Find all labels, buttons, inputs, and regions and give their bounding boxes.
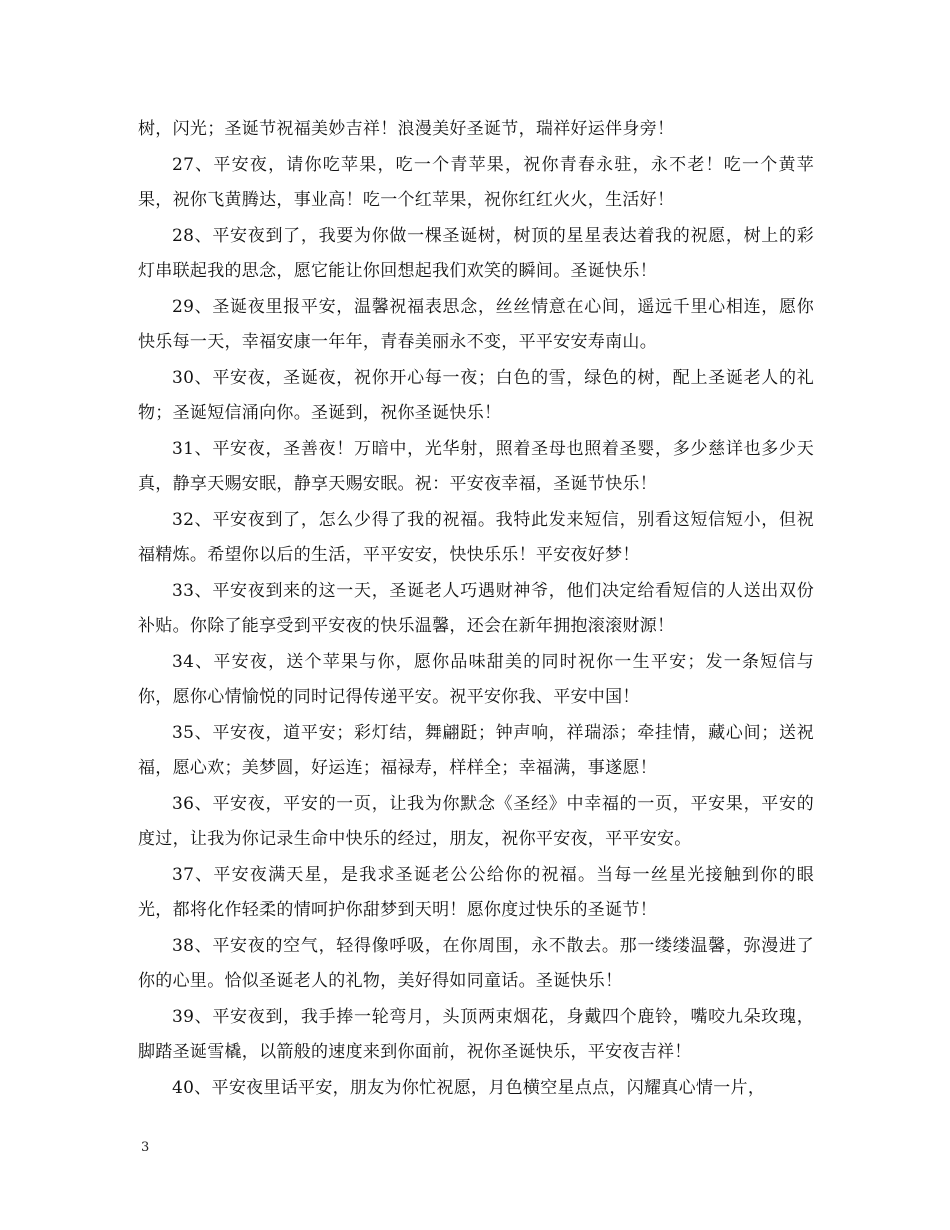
paragraph-36: 36、平安夜，平安的一页，让我为你默念《圣经》中幸福的一页，平安果，平安的度过，让我为你记录生命中快乐的经过，朋友，祝你平安夜，平平安安。 <box>138 793 814 849</box>
paragraph-39: 39、平安夜到，我手捧一轮弯月，头顶两束烟花，身戴四个鹿铃，嘴咬九朵玫瑰，脚踏圣诞雪橇，以箭般的速度来到你面前，祝你圣诞快乐，平安夜吉祥！ <box>138 1006 814 1062</box>
page-number: 3 <box>141 1140 150 1155</box>
paragraph-37: 37、平安夜满天星，是我求圣诞老公公给你的祝福。当每一丝星光接触到你的眼光，都将化作轻柔的情呵护你甜梦到天明！愿你度过快乐的圣诞节！ <box>138 864 814 920</box>
paragraph-28: 28、平安夜到了，我要为你做一棵圣诞树，树顶的星星表达着我的祝愿，树上的彩灯串联起我的思念，愿它能让你回想起我们欢笑的瞬间。圣诞快乐！ <box>138 225 814 281</box>
paragraph-30: 30、平安夜，圣诞夜，祝你开心每一夜；白色的雪，绿色的树，配上圣诞老人的礼物；圣诞短信涌向你。圣诞到，祝你圣诞快乐！ <box>138 367 814 423</box>
document-body <box>138 112 814 1106</box>
paragraph-38: 38、平安夜的空气，轻得像呼吸，在你周围，永不散去。那一缕缕温馨，弥漫进了你的心里。恰似圣诞老人的礼物，美好得如同童话。圣诞快乐！ <box>138 935 814 991</box>
paragraph-29: 29、圣诞夜里报平安，温馨祝福表思念，丝丝情意在心间，遥远千里心相连，愿你快乐每一天，幸福安康一年年，青春美丽永不变，平平安安寿南山。 <box>138 296 814 352</box>
paragraph-40: 40、平安夜里话平安，朋友为你忙祝愿，月色横空星点点，闪耀真心情一片， <box>172 1077 766 1098</box>
paragraph-35: 35、平安夜，道平安；彩灯结，舞翩跹；钟声响，祥瑞添；牵挂情，藏心间；送祝福，愿心欢；美梦圆，好运连；福禄寿，样样全；幸福满，事遂愿！ <box>138 722 814 778</box>
paragraph-27: 27、平安夜，请你吃苹果，吃一个青苹果，祝你青春永驻，永不老！吃一个黄苹果，祝你飞黄腾达，事业高！吃一个红苹果，祝你红红火火，生活好！ <box>138 154 814 210</box>
paragraph-32: 32、平安夜到了，怎么少得了我的祝福。我特此发来短信，别看这短信短小，但祝福精炼。希望你以后的生活，平平安安，快快乐乐！平安夜好梦！ <box>138 509 814 565</box>
paragraph-34: 34、平安夜，送个苹果与你，愿你品味甜美的同时祝你一生平安；发一条短信与你，愿你心情愉悦的同时记得传递平安。祝平安你我、平安中国！ <box>138 651 814 707</box>
paragraph-continued: 树，闪光；圣诞节祝福美妙吉祥！浪漫美好圣诞节，瑞祥好运伴身旁！ <box>138 119 675 139</box>
paragraph-31: 31、平安夜，圣善夜！万暗中，光华射，照着圣母也照着圣婴，多少慈详也多少天真，静享天赐安眠，静享天赐安眠。祝：平安夜幸福，圣诞节快乐！ <box>138 438 814 494</box>
paragraph-33: 33、平安夜到来的这一天，圣诞老人巧遇财神爷，他们决定给看短信的人送出双份补贴。你除了能享受到平安夜的快乐温馨，还会在新年拥抱滚滚财源！ <box>138 580 814 636</box>
